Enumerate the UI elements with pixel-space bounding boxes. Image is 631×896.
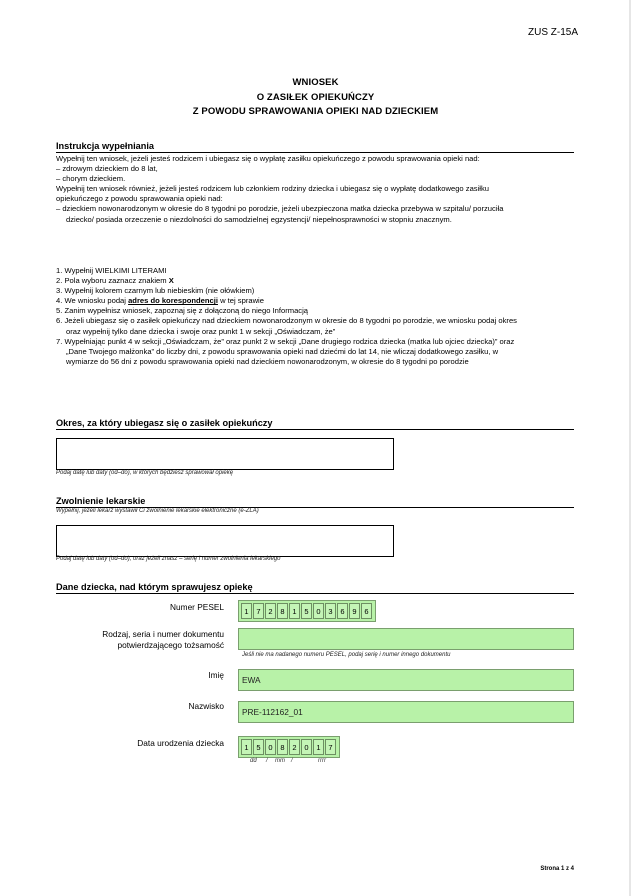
sick-leave-heading: Zwolnienie lekarskie [56, 496, 146, 506]
instructions-steps [56, 266, 526, 367]
birth-digit-day[interactable]: 5 [253, 739, 264, 755]
period-rule [56, 429, 574, 430]
pesel-digit[interactable]: 5 [301, 603, 312, 619]
sick-leave-hint: Podaj datę lub daty (od–do), oraz jeżeli znasz – serię i numer zwolnienia lekarskiego [56, 556, 281, 562]
first-name-label: Imię [208, 670, 224, 680]
step-6: 6. Jeżeli ubiegasz się o zasiłek opiekuńczy nad dzieckiem nowonarodzonym w okresie do 8 tygodni po porodzie, we wniosku podaj okres oraz wypełnij tylko dane dziecka i swoje oraz punkt 1 w sekcji „Oświadczam, że” [56, 316, 517, 336]
pesel-digit[interactable]: 1 [289, 603, 300, 619]
instructions-body [56, 154, 526, 225]
child-rule [56, 593, 574, 594]
sick-leave-subheading: Wypełnij, jeżeli lekarz wystawił Ci zwolnienie lekarskie elektroniczne (e-ZLA) [56, 508, 259, 514]
period-hint: Podaj datę lub daty (od–do), w których będziesz sprawował opiekę [56, 470, 234, 476]
pesel-digit[interactable]: 2 [265, 603, 276, 619]
page-number: Strona 1 z 4 [540, 866, 574, 872]
period-input[interactable] [56, 438, 394, 470]
pesel-digit[interactable]: 3 [325, 603, 336, 619]
pesel-input[interactable] [238, 600, 376, 622]
last-name-label: Nazwisko [188, 701, 224, 711]
document-label: Rodzaj, seria i numer dokumentu potwierdzającego tożsamość [102, 629, 224, 650]
birth-format-sep: / [291, 758, 293, 764]
birth-date-label: Data urodzenia dziecka [137, 738, 224, 748]
pesel-digit[interactable]: 9 [349, 603, 360, 619]
step-4: 4. We wniosku podaj adres do korespondencji w tej sprawie [56, 296, 264, 306]
instructions-heading: Instrukcja wypełniania [56, 141, 155, 151]
instructions-bullet-sick: – chorym dzieckiem. [56, 174, 126, 184]
pesel-digit[interactable]: 7 [253, 603, 264, 619]
instructions-rule [56, 152, 574, 153]
step-2: 2. Pola wyboru zaznacz znakiem X [56, 276, 174, 286]
birth-digit-year[interactable]: 1 [313, 739, 324, 755]
birth-digit-year[interactable]: 2 [289, 739, 300, 755]
last-name-input[interactable]: PRE-112162_01 [238, 701, 574, 723]
title-line-1: WNIOSEK [292, 77, 339, 88]
instructions-bullet-healthy: – zdrowym dzieckiem do 8 lat, [56, 164, 158, 174]
birth-format-rrrr: rrrr [318, 758, 326, 764]
pesel-digit[interactable]: 6 [337, 603, 348, 619]
birth-digit-year[interactable]: 7 [325, 739, 336, 755]
birth-format-mm: mm [275, 758, 285, 764]
period-heading: Okres, za który ubiegasz się o zasiłek opiekuńczy [56, 418, 273, 428]
birth-format-dd: dd [250, 758, 257, 764]
step-3: 3. Wypełnij kolorem czarnym lub niebieskim (nie ołówkiem) [56, 286, 255, 296]
title-line-3: Z POWODU SPRAWOWANIA OPIEKI NAD DZIECKIEM [192, 106, 439, 117]
form-code: ZUS Z-15A [527, 27, 578, 38]
birth-digit-month[interactable]: 0 [265, 739, 276, 755]
document-hint: Jeśli nie ma nadanego numeru PESEL, podaj serię i numer innego dokumentu [242, 652, 451, 658]
title-line-2: O ZASIŁEK OPIEKUŃCZY [256, 92, 375, 103]
birth-format-sep: / [266, 758, 268, 764]
document-input[interactable] [238, 628, 574, 650]
sick-leave-input[interactable] [56, 525, 394, 557]
pesel-digit[interactable]: 1 [241, 603, 252, 619]
birth-digit-year[interactable]: 0 [301, 739, 312, 755]
step-1: 1. Wypełnij WIELKIMI LITERAMI [56, 266, 167, 275]
pesel-digit[interactable]: 0 [313, 603, 324, 619]
pesel-digit[interactable]: 6 [361, 603, 372, 619]
step-5: 5. Zanim wypełnisz wniosek, zapoznaj się z dołączoną do niego Informacją [56, 306, 309, 316]
birth-digit-day[interactable]: 1 [241, 739, 252, 755]
birth-digit-month[interactable]: 8 [277, 739, 288, 755]
pesel-digit[interactable]: 8 [277, 603, 288, 619]
pesel-label: Numer PESEL [170, 602, 224, 612]
birth-date-input[interactable] [238, 736, 340, 758]
step-7: 7. Wypełniając punkt 4 w sekcji „Oświadczam, że” oraz punkt 2 w sekcji „Dane drugiego rodzica dziecka (matka lub ojciec dziecka)” oraz „Dane Twojego małżonka” do liczby dni, z powodu sprawowania opieki nad dziećmi do lat 14, nie wliczaj dodatkowego zasiłku, w wymiarze do 56 dni z powodu sprawowania opieki nad dzieckiem nowonarodzonym, w okresie do 8 tygodni po porodzie [56, 336, 515, 366]
child-heading: Dane dziecka, nad którym sprawujesz opiekę [56, 582, 253, 592]
instructions-paragraph-2: Wypełnij ten wniosek również, jeżeli jesteś rodzicem lub członkiem rodziny dziecka i ubiegasz się o wypłatę dodatkowego zasiłku opiekuńczego z powodu sprawowania opieki nad: [56, 184, 489, 204]
instructions-bullet-newborn: – dzieckiem nowonarodzonym w okresie do 8 tygodni po porodzie, jeżeli ubezpieczona matka dziecka przebywa w szpitalu/ porzuciła dziecko/ posiada orzeczenie o niezdolności do samodzielnej egzystencji/ niepełnosprawności w stopniu znacznym. [56, 204, 504, 224]
instructions-paragraph-1: Wypełnij ten wniosek, jeżeli jesteś rodzicem i ubiegasz się o wypłatę zasiłku opiekuńczego z powodu sprawowania opieki nad: [56, 154, 480, 163]
first-name-input[interactable]: EWA [238, 669, 574, 691]
